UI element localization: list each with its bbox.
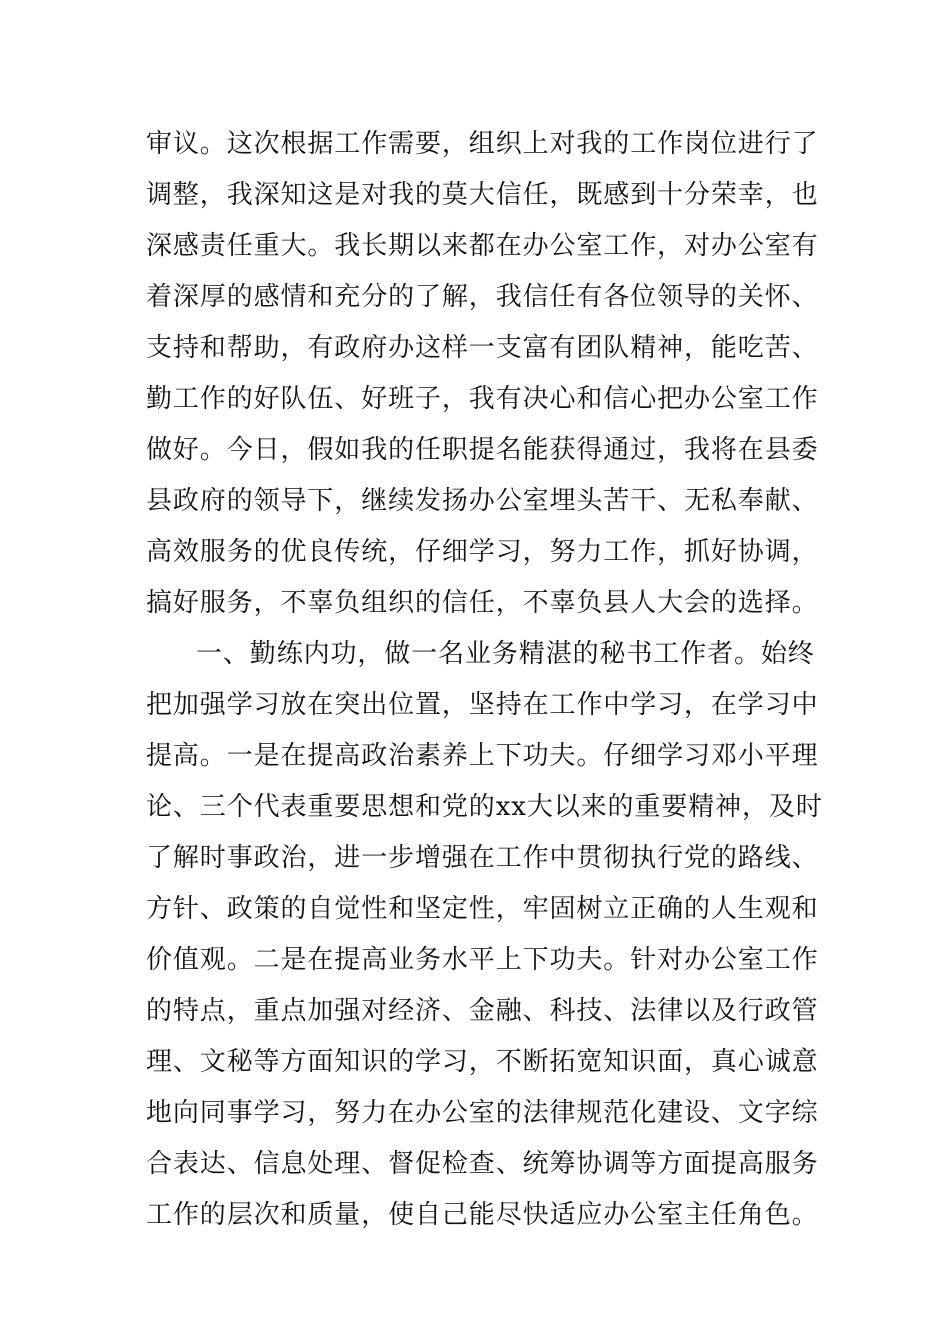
- paragraph-1-line-4: 着深厚的感情和充分的了解，我信任有各位领导的关怀、: [146, 282, 819, 312]
- paragraph-2-line-8: 的特点，重点加强对经济、金融、科技、法律以及行政管: [146, 996, 819, 1026]
- paragraph-1-line-6: 勤工作的好队伍、好班子，我有决心和信心把办公室工作: [146, 384, 819, 414]
- paragraph-2-line-12: 工作的层次和质量，使自己能尽快适应办公室主任角色。: [146, 1200, 819, 1230]
- paragraph-2-line-10: 地向同事学习，努力在办公室的法律规范化建设、文字综: [146, 1098, 819, 1128]
- paragraph-2-line-9: 理、文秘等方面知识的学习，不断拓宽知识面，真心诚意: [146, 1047, 819, 1077]
- paragraph-2-line-7: 价值观。二是在提高业务水平上下功夫。针对办公室工作: [146, 945, 819, 975]
- paragraph-2-line-2: 把加强学习放在突出位置，坚持在工作中学习，在学习中: [146, 690, 819, 720]
- paragraph-1-line-2: 调整，我深知这是对我的莫大信任，既感到十分荣幸，也: [146, 180, 819, 210]
- paragraph-1-line-1: 审议。这次根据工作需要，组织上对我的工作岗位进行了: [146, 129, 819, 159]
- paragraph-1-line-10: 搞好服务，不辜负组织的信任，不辜负县人大会的选择。: [146, 588, 819, 618]
- paragraph-2-line-4: 论、三个代表重要思想和党的xx大以来的重要精神，及时: [146, 792, 823, 822]
- paragraph-2-line-5: 了解时事政治，进一步增强在工作中贯彻执行党的路线、: [146, 843, 819, 873]
- paragraph-2-line-11: 合表达、信息处理、督促检查、统筹协调等方面提高服务: [146, 1149, 819, 1179]
- paragraph-1-line-3: 深感责任重大。我长期以来都在办公室工作，对办公室有: [146, 231, 819, 261]
- paragraph-1-line-8: 县政府的领导下，继续发扬办公室埋头苦干、无私奉献、: [146, 486, 819, 516]
- paragraph-1-line-7: 做好。今日，假如我的任职提名能获得通过，我将在县委: [146, 435, 819, 465]
- paragraph-2-line-6: 方针、政策的自觉性和坚定性，牢固树立正确的人生观和: [146, 894, 819, 924]
- paragraph-2-line-1: 一、勤练内功，做一名业务精湛的秘书工作者。始终: [196, 639, 815, 669]
- paragraph-1-line-9: 高效服务的优良传统，仔细学习，努力工作，抓好协调，: [146, 537, 819, 567]
- paragraph-2-line-3: 提高。一是在提高政治素养上下功夫。仔细学习邓小平理: [146, 741, 819, 771]
- paragraph-1-line-5: 支持和帮助，有政府办这样一支富有团队精神，能吃苦、: [146, 333, 819, 363]
